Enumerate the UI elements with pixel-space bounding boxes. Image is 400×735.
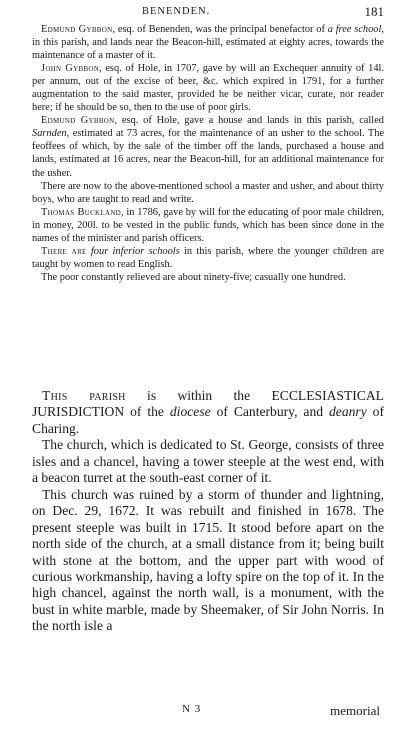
text-run: , esq. of Hole, gave a house and lands in this parish, called: [114, 115, 385, 127]
italic-text: a free school: [327, 24, 382, 35]
paragraph-lead: John Gybbon: [41, 63, 100, 75]
italic-text: four inferior schools: [90, 245, 180, 257]
italic-text: deanry: [329, 404, 367, 420]
paragraph-lead: Thomas Buckland: [41, 206, 122, 218]
paragraph: [32, 271, 384, 284]
text-run: , in this parish, and lands near the Beacon-hill, estimated at eighty acres, towards the maintenance of a master of it.: [32, 24, 384, 62]
page-number: 181: [364, 4, 384, 19]
paragraph: [32, 62, 384, 114]
text-run: , estimated at 73 acres, for the maintenance of an usher to the school. The feoffees of which, by the sale of the timber off the lands, purchased a house and lands, estimated at 16 acres, near the Beacon-hill, for an additional maintenance for the usher.: [32, 128, 384, 179]
paragraph: [32, 206, 384, 245]
paragraph: [32, 437, 384, 486]
catchword: memorial: [330, 703, 380, 718]
text-run: in this parish, where the younger children are taught by women to read English.: [32, 245, 384, 270]
paragraph: [32, 388, 384, 437]
paragraph: [32, 114, 384, 179]
running-title: BENENDEN.: [142, 6, 211, 17]
paragraph: [32, 245, 384, 271]
italic-text: diocese: [169, 404, 211, 420]
text-run: , esq. of Hole, in 1707, gave by will an Exchequer annuity of 14l. per annum, out of the excise of beer, &c. which expired in 1791, for a further augmentation to the said master, provided he be neither vicar, curate, nor reader here; if he should be so, then to the use of poor girls.: [32, 63, 384, 114]
text-run: is within the ECCLESIASTICAL JURISDICTION of the: [32, 388, 384, 420]
text-run: This church was ruined by a storm of thunder and lightning, on Dec. 29, 1672. It was rebuilt and finished in 1678. The present steeple was built in 1715. It stood before apart on the north side of the church, at a small distance from it; being built with stone at the bottom, and the upper part with wood of curious workmanship, having a lofty spire on the top of it. In the high chancel, against the north wall, is a monument, with the bust in white marble, made by Sheemaker, of Sir John Norris. In the north isle a: [32, 486, 384, 634]
paragraph-lead: This parish: [42, 388, 126, 403]
paragraph: [32, 180, 384, 206]
text-run: The poor constantly relieved are about ninety-five; casually one hundred.: [41, 271, 346, 283]
text-run: , esq. of Benenden, was the principal benefactor of: [112, 24, 328, 35]
text-run: of Charing.: [32, 404, 385, 436]
italic-text: Sarnden: [32, 128, 67, 140]
text-run: of Canterbury, and: [210, 404, 329, 420]
paragraph: [32, 487, 384, 635]
charity-notes: [32, 23, 384, 284]
paragraph-lead: Edmund Gybbon: [41, 24, 113, 35]
paragraph-lead: Edmund Gybbon: [41, 115, 115, 127]
paragraph-lead: There are: [41, 245, 87, 257]
signature-mark: N 3: [182, 703, 202, 715]
main-text: [32, 388, 384, 635]
text-run: The church, which is dedicated to St. George, consists of three isles and a chancel, having a tower steeple at the west end, with a beacon turret at the south-east corner of it.: [32, 437, 384, 486]
paragraph: [32, 23, 384, 62]
text-run: , in 1786, gave by will for the educating of poor male children, in money, 200l. to be vested in the public funds, which has been since done in the names of the minister and parish officers.: [32, 206, 384, 244]
text-run: There are now to the above-mentioned school a master and usher, and about thirty boys, who are taught to read and write.: [32, 180, 384, 205]
page-footer: [32, 703, 380, 723]
running-head: [32, 6, 384, 22]
